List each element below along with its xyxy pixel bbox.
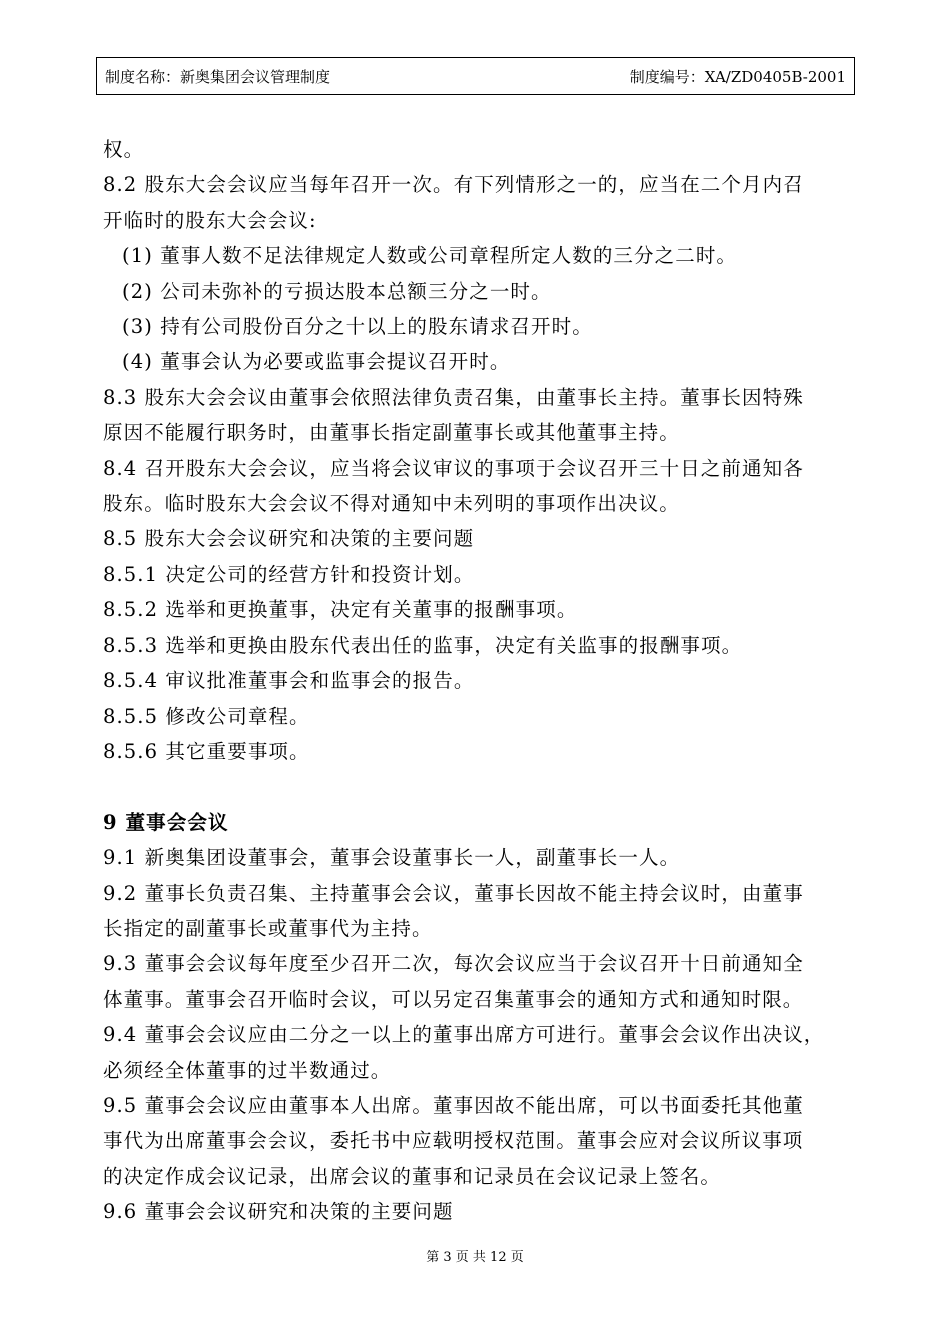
list-item: (1) 董事人数不足法律规定人数或公司章程所定人数的三分之二时。 — [122, 244, 738, 268]
paragraph-line: 8.5.6 其它重要事项。 — [103, 739, 310, 763]
paragraph-line: 9.5 董事会会议应由董事本人出席。董事因故不能出席，可以书面委托其他董 — [103, 1093, 804, 1117]
paragraph-line: 8.4 召开股东大会会议，应当将会议审议的事项于会议召开三十日之前通知各 — [103, 456, 804, 480]
paragraph-line: 9.6 董事会会议研究和决策的主要问题 — [103, 1200, 454, 1224]
blank-line — [103, 769, 863, 804]
list-item: (4) 董事会认为必要或监事会提议召开时。 — [122, 350, 511, 374]
list-item: (3) 持有公司股份百分之十以上的股东请求召开时。 — [122, 315, 593, 339]
paragraph-line: 9.4 董事会会议应由二分之一以上的董事出席方可进行。董事会会议作出决议， — [103, 1023, 825, 1047]
regulation-code: 制度编号：XA/ZD0405B-2001 — [629, 67, 846, 86]
list-item: (2) 公司未弥补的亏损达股本总额三分之一时。 — [122, 279, 552, 303]
paragraph-line: 权。 — [103, 138, 145, 161]
paragraph-line: 必须经全体董事的过半数通过。 — [103, 1058, 392, 1082]
paragraph-line: 9.1 新奥集团设董事会，董事会设董事长一人，副董事长一人。 — [103, 846, 681, 870]
paragraph-line: 8.5.4 审议批准董事会和监事会的报告。 — [103, 669, 475, 693]
paragraph-line: 体董事。董事会召开临时会议，可以另定召集董事会的通知方式和通知时限。 — [103, 987, 804, 1011]
paragraph-line: 8.5 股东大会会议研究和决策的主要问题 — [103, 527, 475, 551]
paragraph-line: 长指定的副董事长或董事代为主持。 — [103, 916, 433, 940]
section-heading: 9 董事会会议 — [103, 810, 229, 834]
paragraph-line: 8.2 股东大会会议应当每年召开一次。有下列情形之一的，应当在二个月内召 — [103, 173, 804, 197]
paragraph-line: 开临时的股东大会会议: — [103, 208, 317, 232]
paragraph-line: 8.5.1 决定公司的经营方针和投资计划。 — [103, 562, 475, 586]
paragraph-line: 的决定作成会议记录，出席会议的董事和记录员在会议记录上签名。 — [103, 1164, 722, 1188]
paragraph-line: 8.3 股东大会会议由董事会依照法律负责召集，由董事长主持。董事长因特殊 — [103, 385, 804, 409]
document-header — [96, 57, 855, 95]
paragraph-line: 8.5.5 修改公司章程。 — [103, 704, 310, 728]
document-body — [103, 132, 863, 1230]
paragraph-line: 事代为出席董事会会议，委托书中应载明授权范围。董事会应对会议所议事项 — [103, 1129, 804, 1153]
paragraph-line: 9.2 董事长负责召集、主持董事会会议，董事长因故不能主持会议时，由董事 — [103, 881, 804, 905]
paragraph-line: 9.3 董事会会议每年度至少召开二次，每次会议应当于会议召开十日前通知全 — [103, 952, 804, 976]
page-number: 第 3 页 共 12 页 — [426, 1250, 524, 1265]
paragraph-line: 原因不能履行职务时，由董事长指定副董事长或其他董事主持。 — [103, 421, 680, 445]
paragraph-line: 股东。临时股东大会会议不得对通知中未列明的事项作出决议。 — [103, 492, 680, 516]
regulation-title: 制度名称：新奥集团会议管理制度 — [105, 67, 331, 86]
paragraph-line: 8.5.2 选举和更换董事，决定有关董事的报酬事项。 — [103, 598, 578, 622]
paragraph-line: 8.5.3 选举和更换由股东代表出任的监事，决定有关监事的报酬事项。 — [103, 633, 743, 657]
